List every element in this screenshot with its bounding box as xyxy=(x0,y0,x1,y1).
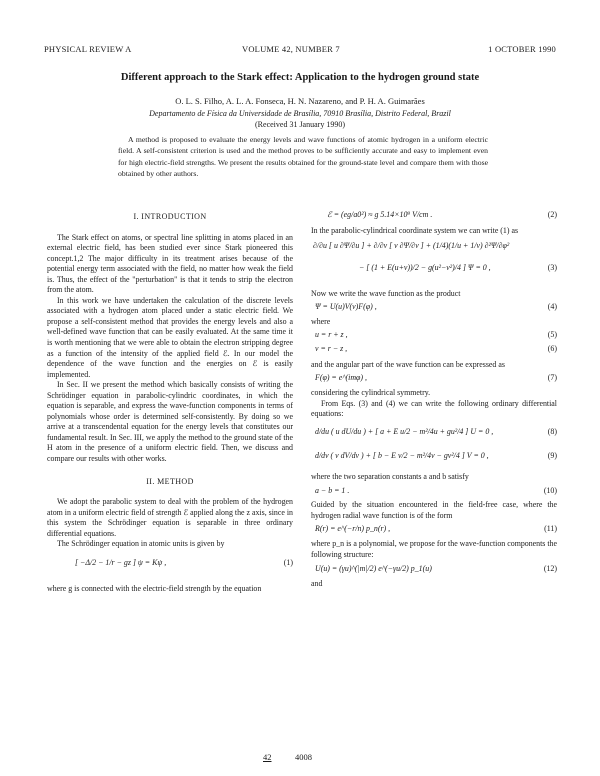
issue-date: 1 OCTOBER 1990 xyxy=(488,44,556,54)
equation-4: Ψ = U(u)V(v)F(φ) , (4) xyxy=(315,302,557,312)
author-list: O. L. S. Filho, A. L. A. Fonseca, H. N. Nazareno, and P. H. A. Guimarães xyxy=(175,96,425,106)
method-paragraph-2: The Schrödinger equation in atomic units is given by xyxy=(57,539,225,549)
equation-number: (9) xyxy=(547,450,557,460)
equation-9: d/dv ( v dV/dv ) + [ b − E v/2 − m²/4v − gv²/4 ] V = 0 , (9) xyxy=(315,450,557,460)
equation-number: (11) xyxy=(544,524,557,534)
affiliation: Departamento de Física da Universidade de Brasília, 70910 Brasília, Distrito Federal, Brazil xyxy=(149,109,451,118)
equation-number: (4) xyxy=(547,302,557,312)
received-date: (Received 31 January 1990) xyxy=(255,120,345,129)
equation-number: (2) xyxy=(547,210,557,219)
footer-page-number: 4008 xyxy=(295,752,312,762)
equation-3: ∂/∂u [ u ∂Ψ/∂u ] + ∂/∂v [ v ∂Ψ/∂v ] + (1/4)(1/u + 1/v) ∂²Ψ/∂φ² − [ (1 + E(u+v))/2 − g(u²−v²)/4 ] Ψ = 0 , (3) xyxy=(313,240,557,272)
intro-paragraph-3: In Sec. II we present the method which basically consists of writing the Schrödinger equation in parabolic-cylindric coordinates, in which the equation is separable, and express the wave-function components in terms of polynomials whose order is determined self-consistently. By doing so we arrive at a transcendental equation for the energy levels that constitutes our fundamental result. In Sec. III, we apply the method to the ground state of the H atom in the presence of a uniform electric field. Then, we discuss and compare our results with other works. xyxy=(47,380,293,464)
journal-name: PHYSICAL REVIEW A xyxy=(44,44,132,54)
right-paragraph-3: where xyxy=(311,317,331,327)
right-paragraph-10: and xyxy=(311,578,323,588)
equation-11: R(r) = e^(−r/n) p_n(r) , (11) xyxy=(315,524,557,534)
right-paragraph-6: From Eqs. (3) and (4) we can write the following ordinary differential equations: xyxy=(311,398,557,419)
equation-number: (1) xyxy=(283,557,293,567)
equation-5: u = r + z , (5) xyxy=(315,329,557,339)
right-paragraph-8: Guided by the situation encountered in the field-free case, where the hydrogen radial wave function is of the form xyxy=(311,500,557,520)
intro-paragraph-1: The Stark effect on atoms, or spectral line splitting in atoms placed in an external electric field, has been studied ever since Stark pioneered this concept.1,2 The major difficulty in its treatment arises because of the potential energy term associated with the field, no matter how weak the field is. Thus, the effect of the "perturbation" is that it tends to strip the electron from the atom. xyxy=(47,232,293,295)
equation-10: a − b = 1 . (10) xyxy=(315,486,557,496)
equation-1: [ −Δ/2 − 1/r − gz ] ψ = Kψ , (1) xyxy=(75,557,293,567)
volume-number: VOLUME 42, NUMBER 7 xyxy=(242,44,340,54)
equation-number: (12) xyxy=(543,563,557,573)
method-paragraph-1: We adopt the parabolic system to deal with the problem of the hydrogen atom in a uniform electric field of strength ℰ applied along the z axis, since in this system the Schrödinger equation is separable in three ordinary differential equations. xyxy=(47,497,293,538)
right-paragraph-7: where the two separation constants a and b satisfy xyxy=(311,471,469,481)
method-paragraph-3: where g is connected with the electric-field strength by the equation xyxy=(47,583,262,593)
right-paragraph-9: where p_n is a polynomial, we propose for the wave-function components the following structure: xyxy=(311,539,557,560)
equation-6: v = r − z , (6) xyxy=(315,343,557,353)
equation-7: F(φ) = e^(imφ) , (7) xyxy=(315,373,557,383)
equation-12: U(u) = (γu)^(|m|/2) e^(−γu/2) p_1(u) (12) xyxy=(315,563,557,573)
left-column xyxy=(47,212,293,594)
paper-title: Different approach to the Stark effect: Application to the hydrogen ground state xyxy=(120,72,480,83)
abstract: A method is proposed to evaluate the energy levels and wave functions of atomic hydrogen in a uniform electric field. A self-consistent criterion is used and the method proves to be sufficiently accurate and easy to implement even for high electric-field strengths. We present the results obtained for the ground-state level and compare them with those obtained by other authors. xyxy=(118,135,488,178)
equation-number: (6) xyxy=(547,343,557,353)
right-paragraph-5: considering the cylindrical symmetry. xyxy=(311,388,431,398)
section-heading-introduction: I. INTRODUCTION xyxy=(133,212,207,221)
running-header xyxy=(44,44,556,56)
right-paragraph-1: In the parabolic-cylindrical coordinate system we can write (1) as xyxy=(311,226,519,235)
section-heading-method: II. METHOD xyxy=(146,476,194,486)
right-paragraph-4: and the angular part of the wave function can be expressed as xyxy=(311,359,505,369)
right-paragraph-2: Now we write the wave function as the product xyxy=(311,288,461,298)
equation-8: d/du ( u dU/du ) + [ a + E u/2 − m²/4u + gu²/4 ] U = 0 , (8) xyxy=(315,426,557,436)
equation-2: ℰ = (eg/a0²) ≈ g 5.14×10⁹ V/cm . (2) xyxy=(327,210,557,219)
equation-number: (10) xyxy=(543,486,557,496)
equation-number: (8) xyxy=(547,426,557,436)
equation-number: (7) xyxy=(547,373,557,383)
right-column xyxy=(311,206,557,589)
footer-volume: 42 xyxy=(263,752,272,762)
equation-number: (3) xyxy=(547,262,557,272)
equation-number: (5) xyxy=(547,329,557,339)
intro-paragraph-2: In this work we have undertaken the calculation of the discrete levels associated with a hydrogen atom placed under a static electric field. We propose a self-consistent method that provides the energy levels and also a well-defined wave function that can be easily evaluated. At the same time it is worth mentioning that we were able to obtain the electron stripping degree as a function of the intensity of the applied field ℰ. In our model the dependence of the wave function and the energies on ℰ is easily implemented. xyxy=(47,295,293,379)
